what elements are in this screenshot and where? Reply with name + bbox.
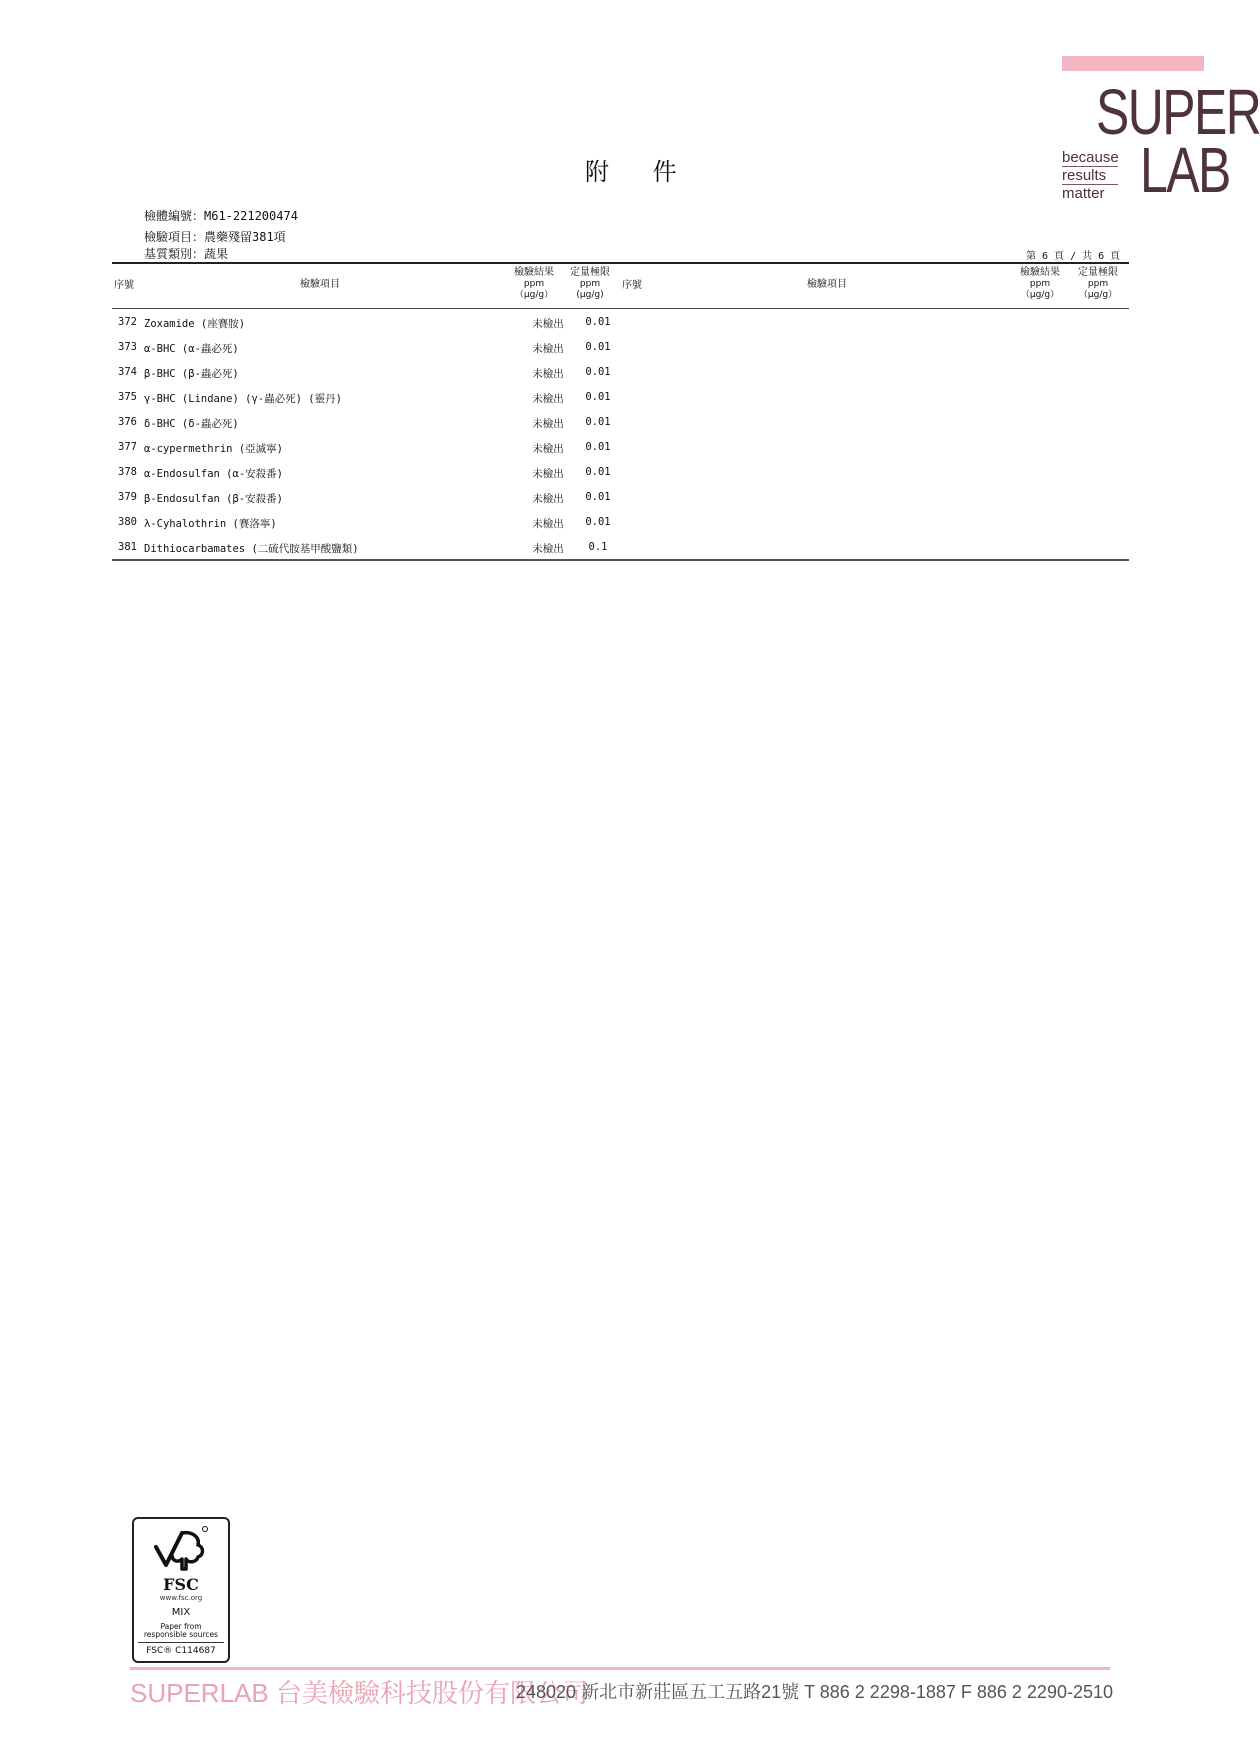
fsc-divider: [138, 1642, 224, 1643]
row-seq: 378: [118, 466, 137, 478]
header-seq-right: 序號: [622, 280, 642, 291]
header-result-label: 檢驗結果: [514, 267, 554, 278]
row-item: Zoxamide (座賽胺): [144, 318, 246, 330]
table-row: [112, 485, 632, 510]
table-row: [112, 410, 632, 435]
row-result: 未檢出: [532, 393, 564, 405]
fsc-url: www.fsc.org: [159, 1594, 203, 1602]
row-limit: 0.01: [585, 416, 611, 428]
header-limit-left: [564, 267, 616, 301]
row-item: β-Endosulfan (β-安殺番): [144, 493, 283, 505]
row-result: 未檢出: [532, 493, 564, 505]
header-result-label: 檢驗結果: [1020, 267, 1060, 278]
logo-tagline-1: because: [1062, 149, 1119, 166]
header-limit-label: 定量極限: [1078, 267, 1118, 278]
header-result-unit: ppm: [1029, 279, 1051, 289]
sample-number: 檢體編號：M61-221200474: [144, 209, 298, 223]
row-seq: 380: [118, 516, 137, 528]
fsc-mark: FSC: [163, 1575, 199, 1594]
test-item: 檢驗項目：農藥殘留381項: [144, 230, 286, 244]
row-seq: 373: [118, 341, 137, 353]
row-limit: 0.01: [585, 516, 611, 528]
fsc-paper-text: [134, 1623, 228, 1639]
row-item: α-cypermethrin (亞滅寧): [144, 443, 283, 455]
header-limit-unit: ppm: [579, 279, 601, 289]
row-item: α-BHC (α-蟲必死): [144, 343, 239, 355]
table-row: [112, 535, 632, 560]
header-item-right: 檢驗項目: [807, 279, 847, 290]
footer-rule: [130, 1667, 1110, 1670]
row-result: 未檢出: [532, 543, 564, 555]
table-row: [112, 310, 632, 335]
row-result: 未檢出: [532, 368, 564, 380]
row-item: λ-Cyhalothrin (賽洛寧): [144, 518, 277, 530]
row-result: 未檢出: [532, 418, 564, 430]
row-item: α-Endosulfan (α-安殺番): [144, 468, 283, 480]
fsc-tree-check-icon: [152, 1525, 210, 1575]
table-row: [112, 335, 632, 360]
row-limit: 0.01: [585, 466, 611, 478]
header-result-unit-sub: （μg/g）: [514, 290, 554, 300]
row-item: γ-BHC (Lindane) (γ-蟲必死) (靈丹): [144, 393, 342, 405]
fsc-paper-line-1: Paper from: [160, 1622, 202, 1631]
row-result: 未檢出: [532, 468, 564, 480]
row-seq: 376: [118, 416, 137, 428]
row-result: 未檢出: [532, 443, 564, 455]
header-result-unit: ppm: [523, 279, 545, 289]
header-item-left: 檢驗項目: [300, 279, 340, 290]
header-result-left: [508, 267, 560, 301]
logo-super-text: SUPER: [1096, 76, 1260, 148]
table-row: [112, 385, 632, 410]
page-indicator: 第 6 頁 / 共 6 頁: [1026, 251, 1121, 262]
row-limit: 0.01: [585, 316, 611, 328]
row-limit: 0.01: [585, 491, 611, 503]
row-item: δ-BHC (δ-蟲必死): [144, 418, 239, 430]
row-limit: 0.01: [585, 391, 611, 403]
matrix-type: 基質類別：蔬果: [144, 247, 229, 261]
header-limit-right: [1070, 267, 1126, 301]
footer-company-name: SUPERLAB 台美檢驗科技股份有限公司: [130, 1678, 588, 1708]
document-title: 附 件: [585, 158, 695, 186]
row-seq: 381: [118, 541, 137, 553]
fsc-mix: MIX: [171, 1607, 191, 1618]
logo-tagline-2: results: [1062, 167, 1107, 184]
row-result: 未檢出: [532, 343, 564, 355]
row-limit: 0.01: [585, 441, 611, 453]
table-row: [112, 510, 632, 535]
row-result: 未檢出: [532, 318, 564, 330]
row-seq: 377: [118, 441, 137, 453]
logo-accent-bar: [1062, 56, 1204, 71]
header-limit-label: 定量極限: [570, 267, 610, 278]
header-limit-unit: ppm: [1087, 279, 1109, 289]
logo-tagline-3: matter: [1062, 185, 1105, 202]
row-seq: 372: [118, 316, 137, 328]
row-result: 未檢出: [532, 518, 564, 530]
header-result-right: [1014, 267, 1066, 301]
fsc-license-code: FSC® C114687: [146, 1646, 216, 1656]
row-seq: 379: [118, 491, 137, 503]
row-item: β-BHC (β-蟲必死): [144, 368, 239, 380]
table-header-rule: [112, 308, 1129, 309]
row-limit: 0.01: [585, 341, 611, 353]
table-row: [112, 360, 632, 385]
fsc-paper-line-2: responsible sources: [143, 1630, 219, 1639]
header-limit-unit-sub: (μg/g): [576, 290, 604, 300]
table-row: [112, 435, 632, 460]
header-seq-left: 序號: [114, 280, 134, 291]
header-limit-unit-sub: （μg/g）: [1078, 290, 1118, 300]
logo-lab-text: LAB: [1140, 134, 1230, 206]
table-top-rule: [112, 262, 1129, 264]
row-item: Dithiocarbamates (二硫代胺基甲酸鹽類): [144, 543, 359, 555]
row-seq: 375: [118, 391, 137, 403]
row-limit: 0.01: [585, 366, 611, 378]
footer-address: 248020 新北市新莊區五工五路21號 T 886 2 2298-1887 F 886 2 2290-2510: [516, 1682, 1114, 1702]
row-limit: 0.1: [588, 541, 608, 553]
row-seq: 374: [118, 366, 137, 378]
table-row: [112, 460, 632, 485]
fsc-certification-label: [132, 1517, 230, 1663]
header-result-unit-sub: （μg/g）: [1020, 290, 1060, 300]
